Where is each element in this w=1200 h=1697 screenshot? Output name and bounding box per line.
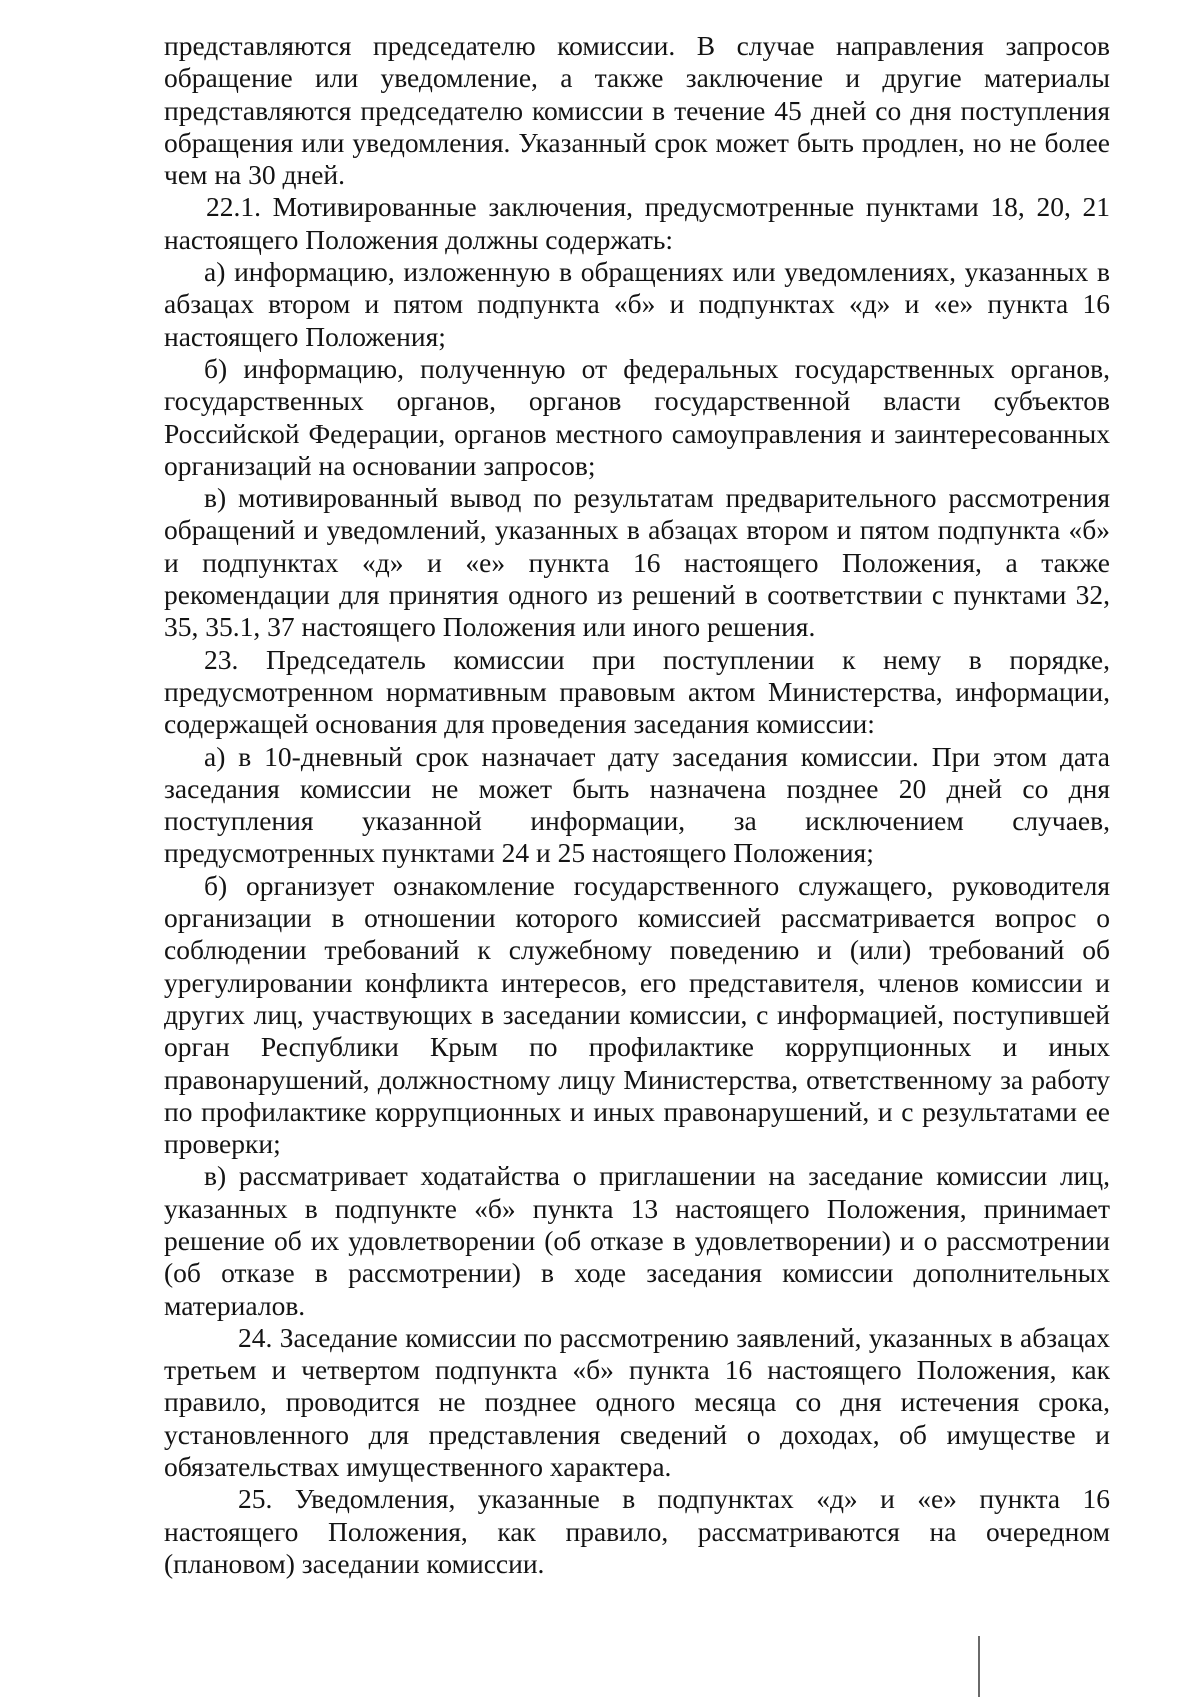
paragraph-22-1-v: в) мотивированный вывод по результатам предварительного рассмотрения обращений и уведомлений, указанных в абзацах втором и пятом подпункта «б» и подпунктах «д» и «е» пункта 16 настоящего Положения, а также рекомендации для принятия одного из решений в соответствии с пунктами 32, 35, 35.1, 37 настоящего Положения или иного решения. [164, 482, 1110, 643]
paragraph-continuation: представляются председателю комиссии. В случае направления запросов обращение или уведомление, а также заключение и другие материалы представляются председателю комиссии в течение 45 дней со дня поступления обращения или уведомления. Указанный срок может быть продлен, но не более чем на 30 дней. [164, 30, 1110, 191]
paragraph-23-a: а) в 10-дневный срок назначает дату заседания комиссии. При этом дата заседания комиссии не может быть назначена позднее 20 дней со дня поступления указанной информации, за исключением случаев, предусмотренных пунктами 24 и 25 настоящего Положения; [164, 740, 1110, 869]
paragraph-22-1-b: б) информацию, полученную от федеральных государственных органов, государственных органов, органов государственной власти субъектов Российской Федерации, органов местного самоуправления и заинтересованных организаций на основании запросов; [164, 352, 1110, 481]
scan-edge-line [978, 1636, 980, 1697]
paragraph-24: 24. Заседание комиссии по рассмотрению заявлений, указанных в абзацах третьем и четвертом подпункта «б» пункта 16 настоящего Положения, как правило, проводится не позднее одного месяца со дня истечения срока, установленного для представления сведений о доходах, об имуществе и обязательствах имущественного характера. [164, 1321, 1110, 1483]
paragraph-23-b: б) организует ознакомление государственного служащего, руководителя организации в отношении которого комиссией рассматривается вопрос о соблюдении требований к служебному поведению и (или) требований об урегулировании конфликта интересов, его представителя, членов комиссии и других лиц, участвующих в заседании комиссии, с информацией, поступившей орган Республики Крым по профилактике коррупционных и иных правонарушений, должностному лицу Министерства, ответственному за работу по профилактике коррупционных и иных правонарушений, и с результатами ее проверки; [164, 869, 1110, 1160]
paragraph-23: 23. Председатель комиссии при поступлении к нему в порядке, предусмотренном нормативным правовым актом Министерства, информации, содержащей основания для проведения заседания комиссии: [164, 643, 1110, 740]
paragraph-25: 25. Уведомления, указанные в подпунктах «д» и «е» пункта 16 настоящего Положения, как правило, рассматриваются на очередном (плановом) заседании комиссии. [164, 1483, 1110, 1579]
document-body [164, 30, 1110, 1580]
paragraph-22-1: 22.1. Мотивированные заключения, предусмотренные пунктами 18, 20, 21 настоящего Положения должны содержать: [164, 191, 1110, 255]
paragraph-22-1-a: а) информацию, изложенную в обращениях или уведомлениях, указанных в абзацах втором и пятом подпункта «б» и подпунктах «д» и «е» пункта 16 настоящего Положения; [164, 256, 1110, 352]
paragraph-23-v: в) рассматривает ходатайства о приглашении на заседание комиссии лиц, указанных в подпункте «б» пункта 13 настоящего Положения, принимает решение об их удовлетворении (об отказе в удовлетворении) и о рассмотрении (об отказе в рассмотрении) в ходе заседания комиссии дополнительных материалов. [164, 1160, 1110, 1321]
